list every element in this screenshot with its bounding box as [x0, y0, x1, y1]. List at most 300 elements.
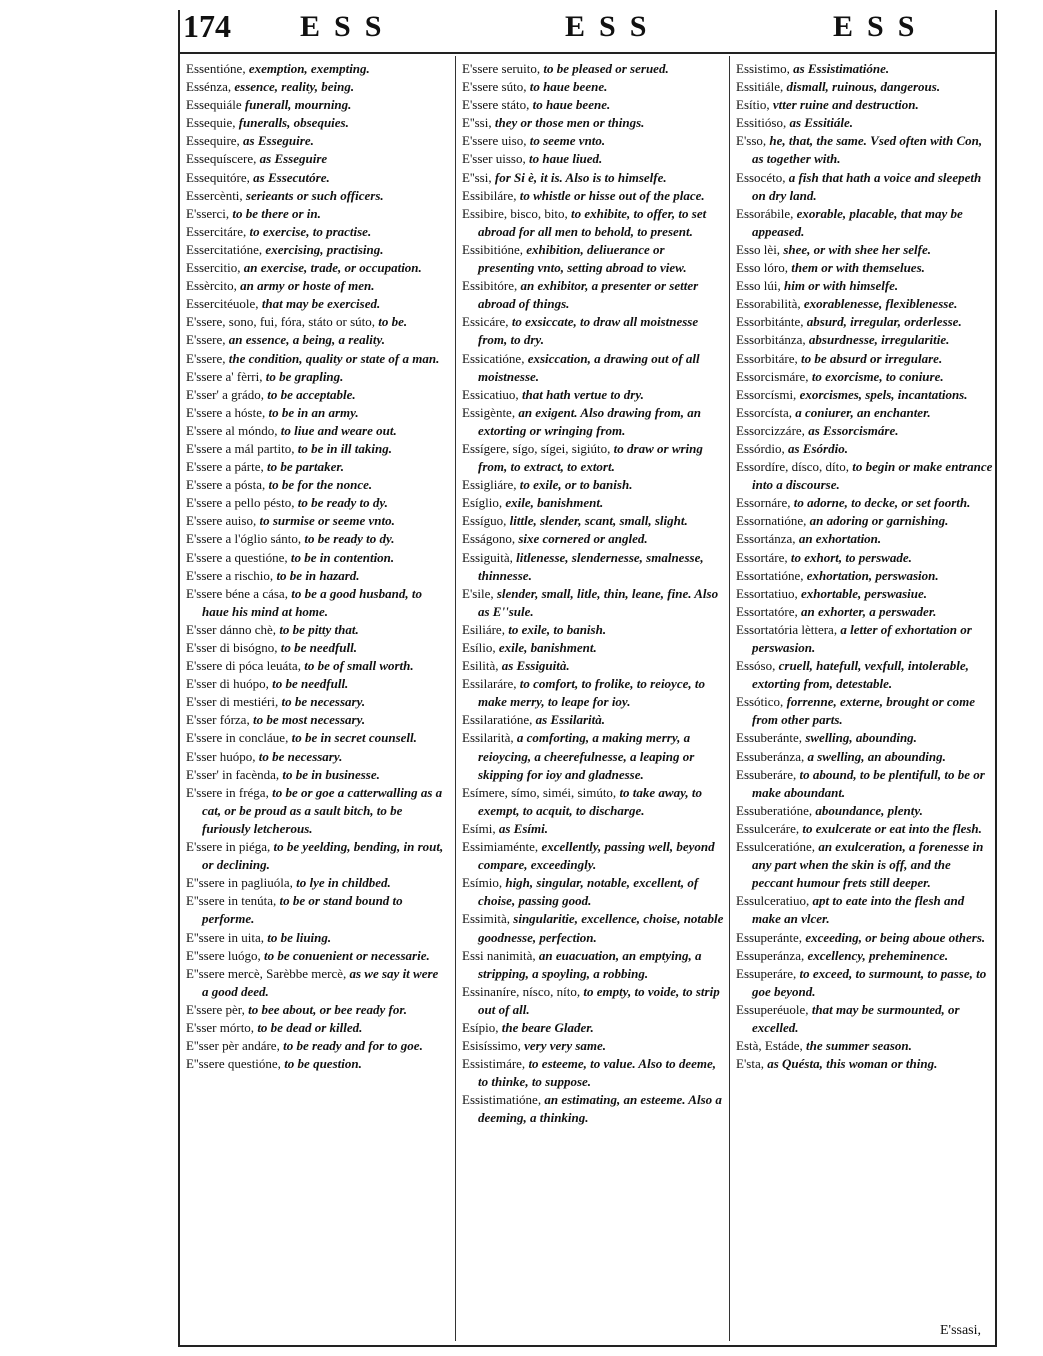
entry-definition: the summer season.	[806, 1038, 912, 1054]
entry-headword: Esímio,	[462, 875, 503, 891]
dictionary-entry	[186, 96, 448, 114]
dictionary-entry	[462, 947, 724, 983]
entry-headword: E''sser pèr andáre,	[186, 1038, 280, 1054]
entry-definition: an army or hoste of men.	[240, 278, 375, 294]
entry-headword: Essulceráre,	[736, 820, 800, 836]
dictionary-entry	[462, 404, 724, 440]
dictionary-entry	[186, 205, 448, 223]
entry-definition: an exercise, trade, or occupation.	[243, 260, 422, 276]
entry-headword: Essortatóre,	[736, 603, 798, 619]
entry-definition: to be a good husband, to haue his mind at home.	[202, 585, 422, 619]
entry-definition: to be in secret counsell.	[291, 730, 417, 746]
entry-definition: the condition, quality or state of a man.	[228, 350, 440, 366]
entry-headword: E'sser dánno chè,	[186, 621, 277, 637]
entry-definition: absurd, irregular, orderlesse.	[806, 314, 962, 330]
entry-definition: to exorcisme, to coniure.	[811, 368, 944, 384]
dictionary-entry	[186, 838, 448, 874]
dictionary-entry	[462, 78, 724, 96]
dictionary-entry	[186, 748, 448, 766]
dictionary-entry	[462, 549, 724, 585]
entry-headword: Essercitáre,	[186, 223, 247, 239]
entry-headword: Esilità,	[462, 658, 499, 674]
entry-headword: Esítio,	[736, 97, 770, 113]
dictionary-entry	[186, 639, 448, 657]
entry-headword: Essuperáre,	[736, 965, 797, 981]
entry-definition: as Essorcismáre.	[808, 422, 899, 438]
dictionary-entry	[186, 711, 448, 729]
entry-headword: Essistimatióne,	[462, 1092, 542, 1108]
column-1	[186, 60, 448, 1073]
entry-definition: singularitie, excellence, choise, notable goodnesse, perfection.	[478, 911, 724, 945]
entry-definition: to bee about, or bee ready for.	[248, 1001, 407, 1017]
dictionary-entry	[186, 693, 448, 711]
entry-headword: E'ssere státo,	[462, 97, 530, 113]
dictionary-entry	[462, 675, 724, 711]
dictionary-entry	[736, 512, 994, 530]
entry-headword: Esílio,	[462, 640, 496, 655]
entry-definition: to be liuing.	[267, 929, 332, 945]
entry-headword: E'ssere béne a cása,	[186, 585, 288, 601]
entry-headword: Essuperánte,	[736, 929, 803, 945]
entry-headword: Està, Estáde,	[736, 1038, 803, 1054]
entry-definition: to be for the nonce.	[268, 477, 373, 493]
entry-headword: Essorabilità,	[736, 296, 801, 312]
dictionary-entry	[736, 657, 994, 693]
entry-definition: little, slender, scant, small, slight.	[509, 513, 688, 529]
entry-headword: E'sser fórza,	[186, 712, 250, 728]
dictionary-entry	[736, 114, 994, 132]
entry-definition: a swelling, an abounding.	[807, 748, 946, 764]
entry-headword: Essequie,	[186, 115, 236, 131]
dictionary-entry	[736, 549, 994, 567]
entry-definition: to be ready to dy.	[304, 531, 395, 547]
entry-headword: E'ssere di póca leuáta,	[186, 658, 301, 674]
entry-definition: to exceed, to surmount, to passe, to goe beyond.	[752, 965, 987, 999]
dictionary-entry	[186, 585, 448, 621]
entry-headword: E'ssere,	[186, 332, 226, 348]
entry-definition: a comforting, a making merry, a reioycing, a cheerefulnesse, a leaping or skipping for ioy and gladnesse.	[478, 730, 695, 782]
entry-definition: them or with themselues.	[791, 260, 925, 276]
entry-definition: exile, banishment.	[498, 640, 597, 655]
entry-headword: Essimità,	[462, 911, 511, 927]
entry-definition: sixe cornered or angled.	[518, 531, 648, 547]
dictionary-entry	[736, 169, 994, 205]
dictionary-entry	[186, 331, 448, 349]
entry-definition: to be in ill taking.	[297, 440, 392, 456]
dictionary-entry	[736, 494, 994, 512]
entry-headword: Essorcizzáre,	[736, 422, 805, 438]
entry-definition: to exhort, to perswade.	[790, 549, 912, 565]
entry-definition: forrenne, externe, brought or come from other parts.	[752, 694, 976, 728]
entry-headword: Essortatióne,	[736, 567, 804, 583]
entry-headword: Essicatióne,	[462, 350, 525, 366]
page-number: 174	[183, 8, 231, 44]
dictionary-entry	[186, 313, 448, 331]
entry-definition: to abound, to be plentifull, to be or make aboundant.	[752, 766, 985, 800]
entry-headword: E'sser uisso,	[462, 151, 526, 167]
dictionary-entry	[736, 567, 994, 585]
entry-headword: Essuberánza,	[736, 748, 805, 764]
entry-definition: excellently, passing well, beyond compare, exceedingly.	[478, 839, 715, 873]
entry-definition: exorcismes, spels, incantations.	[799, 386, 968, 402]
dictionary-entry	[462, 96, 724, 114]
entry-definition: to be question.	[284, 1056, 362, 1072]
entry-headword: Essulceratióne,	[736, 839, 816, 855]
entry-headword: Essortáre,	[736, 549, 788, 565]
dictionary-entry	[736, 621, 994, 657]
entry-definition: to be needfull.	[280, 640, 357, 655]
entry-headword: E'sser di mestiéri,	[186, 694, 279, 710]
entry-headword: Essigliáre,	[462, 477, 517, 493]
entry-headword: E'sser huópo,	[186, 748, 256, 764]
dictionary-entry	[186, 675, 448, 693]
entry-headword: Essocéto,	[736, 169, 786, 185]
dictionary-entry	[186, 422, 448, 440]
dictionary-entry	[462, 639, 724, 657]
entry-definition: to be or goe a catterwalling as a cat, or be proud as a sault bitch, to be furiously letcherous.	[202, 784, 443, 836]
entry-definition: to begin or make entrance into a discourse.	[752, 459, 993, 493]
entry-definition: exhortation, perswasion.	[806, 567, 939, 583]
entry-definition: to be absurd or irregulare.	[800, 350, 943, 366]
dictionary-entry	[462, 1055, 724, 1091]
entry-definition: to liue and weare out.	[280, 422, 397, 438]
dictionary-entry	[186, 892, 448, 928]
dictionary-entry	[462, 277, 724, 313]
entry-definition: to be dead or killed.	[257, 1019, 363, 1035]
entry-headword: Essequitóre,	[186, 169, 250, 185]
dictionary-entry	[462, 585, 724, 621]
dictionary-entry	[462, 1091, 724, 1127]
entry-definition: litlenesse, slendernesse, smalnesse, thinnesse.	[478, 549, 704, 583]
dictionary-entry	[186, 567, 448, 585]
entry-headword: Essentióne,	[186, 61, 246, 76]
entry-headword: E''ssere in uita,	[186, 929, 264, 945]
dictionary-entry	[736, 1001, 994, 1037]
entry-definition: to be or stand bound to performe.	[202, 893, 403, 927]
entry-definition: to empty, to voide, to strip out of all.	[478, 983, 720, 1017]
dictionary-entry	[186, 549, 448, 567]
entry-headword: Essornáre,	[736, 495, 791, 511]
entry-definition: as Essistimatióne.	[793, 61, 890, 76]
column-3	[736, 60, 994, 1073]
entry-headword: Essibiláre,	[462, 187, 517, 203]
entry-headword: E''ssere mercè, Sarèbbe mercè,	[186, 965, 347, 981]
dictionary-entry	[736, 530, 994, 548]
entry-headword: Essóso,	[736, 658, 776, 674]
entry-headword: E'sser di bisógno,	[186, 640, 278, 655]
entry-definition: to exercise, to practise.	[249, 223, 372, 239]
dictionary-entry	[462, 512, 724, 530]
entry-headword: Essilaratióne,	[462, 712, 533, 728]
entry-definition: to be ready and for to goe.	[283, 1038, 423, 1054]
dictionary-entry	[186, 784, 448, 838]
entry-definition: to exile, or to banish.	[519, 477, 633, 493]
entry-headword: E'ssere, sono, fui, fóra, státo or súto,	[186, 314, 376, 330]
entry-headword: Essequiále	[186, 97, 242, 113]
entry-headword: Esímere, símo, siméi, simúto,	[462, 784, 617, 800]
entry-headword: Essiguità,	[462, 549, 513, 565]
dictionary-entry	[736, 60, 994, 78]
dictionary-entry	[462, 711, 724, 729]
entry-definition: to comfort, to frolike, to reioyce, to make merry, to leape for ioy.	[478, 676, 705, 710]
dictionary-entry	[736, 693, 994, 729]
dictionary-entry	[736, 96, 994, 114]
entry-definition: for Si è, it is. Also is to himselfe.	[494, 169, 667, 185]
entry-headword: E'ssere a l'óglio sánto,	[186, 531, 302, 547]
dictionary-entry	[186, 1019, 448, 1037]
entry-headword: Essinaníre, nísco, níto,	[462, 983, 581, 999]
entry-definition: to be in businesse.	[282, 766, 380, 782]
entry-headword: Essercitatióne,	[186, 241, 263, 257]
dictionary-entry	[186, 965, 448, 1001]
entry-headword: E'ssere pèr,	[186, 1001, 245, 1017]
dictionary-entry	[186, 1037, 448, 1055]
entry-definition: to lye in childbed.	[296, 875, 391, 891]
entry-definition: to be there or in.	[232, 205, 321, 221]
entry-definition: he, that, the same. Vsed often with Con, as together with.	[752, 133, 983, 167]
dictionary-entry	[462, 132, 724, 150]
entry-headword: Essercitéuole,	[186, 296, 259, 312]
entry-definition: exceeding, or being aboue others.	[805, 929, 986, 945]
dictionary-entry	[462, 187, 724, 205]
entry-definition: as Esórdio.	[788, 440, 848, 456]
entry-headword: Essorábile,	[736, 205, 794, 221]
dictionary-entry	[736, 802, 994, 820]
entry-definition: that hath vertue to dry.	[521, 386, 644, 402]
dictionary-entry	[186, 150, 448, 168]
entry-headword: E'ssere uiso,	[462, 133, 527, 149]
entry-definition: aboundance, plenty.	[815, 802, 923, 818]
entry-definition: to be ready to dy.	[297, 495, 388, 511]
dictionary-entry	[736, 1037, 994, 1055]
entry-definition: an exulceration, a forenesse in any part when the skin is off, and the peccant humour frets still deeper.	[752, 839, 984, 891]
dictionary-entry	[186, 132, 448, 150]
entry-headword: Esiliáre,	[462, 621, 505, 637]
entry-headword: Essequíscere,	[186, 151, 257, 167]
entry-definition: him or with himselfe.	[784, 278, 899, 294]
entry-definition: to be conuenient or necessarie.	[263, 947, 430, 963]
entry-headword: Essicáre,	[462, 314, 509, 330]
dictionary-entry	[186, 78, 448, 96]
entry-headword: Essilaráre,	[462, 676, 517, 692]
entry-headword: E'ssere in frégа,	[186, 784, 269, 800]
dictionary-entry	[736, 729, 994, 747]
entry-headword: Essíguo,	[462, 513, 507, 529]
entry-headword: E'sser' a grádo,	[186, 386, 264, 402]
dictionary-entry	[186, 621, 448, 639]
dictionary-entry	[736, 78, 994, 96]
entry-definition: to be of small worth.	[304, 658, 414, 674]
entry-definition: exorable, placable, that may be appeased.	[752, 205, 963, 239]
entry-headword: E'ssere,	[186, 350, 226, 366]
dictionary-entry	[736, 295, 994, 313]
entry-headword: Essígere, sígo, sígei, sigiúto,	[462, 440, 611, 456]
entry-definition: high, singular, notable, excellent, of choise, passing good.	[478, 875, 699, 909]
entry-headword: Essèrcito,	[186, 278, 237, 294]
entry-headword: E'sta,	[736, 1056, 764, 1072]
entry-definition: to exile, to banish.	[508, 621, 607, 637]
entry-headword: E'sser di huópo,	[186, 676, 269, 692]
entry-definition: they or those men or things.	[494, 115, 645, 131]
entry-headword: Essulceratiuo,	[736, 893, 810, 909]
dictionary-entry	[462, 350, 724, 386]
entry-headword: Essimiaménte,	[462, 839, 539, 855]
entry-definition: to be in an army.	[268, 404, 359, 420]
entry-definition: to be pitty that.	[279, 621, 359, 637]
entry-headword: E'sso,	[736, 133, 767, 149]
entry-headword: Essorcísta,	[736, 404, 792, 420]
dictionary-entry	[186, 530, 448, 548]
dictionary-entry	[186, 241, 448, 259]
entry-definition: as Essilarità.	[535, 712, 606, 728]
entry-definition: that may be surmounted, or excelled.	[752, 1001, 960, 1035]
entry-headword: Esisíssimo,	[462, 1038, 521, 1054]
entry-definition: vtter ruine and destruction.	[772, 97, 919, 113]
entry-headword: Essuberatióne,	[736, 802, 813, 818]
entry-headword: Essistimáre,	[462, 1056, 526, 1072]
dictionary-entry	[462, 313, 724, 349]
entry-definition: to be pleased or serued.	[543, 61, 669, 76]
entry-definition: to exulcerate or eat into the flesh.	[802, 820, 982, 836]
dictionary-entry	[186, 368, 448, 386]
column-rule	[455, 56, 456, 1341]
dictionary-entry	[186, 458, 448, 476]
dictionary-entry	[462, 114, 724, 132]
entry-definition: to esteeme, to value. Also to deeme, to thinke, to suppose.	[478, 1056, 717, 1090]
entry-definition: an exhortation.	[798, 531, 882, 547]
entry-definition: to haue liued.	[528, 151, 603, 167]
entry-headword: E'ssere a párte,	[186, 459, 264, 475]
dictionary-entry	[462, 386, 724, 404]
entry-definition: exercising, practising.	[265, 241, 384, 257]
dictionary-entry	[186, 386, 448, 404]
entry-definition: to draw or wring from, to extract, to extort.	[478, 440, 703, 475]
entry-headword: Essortánza,	[736, 531, 796, 547]
entry-headword: E'ssere in piéga,	[186, 839, 271, 855]
entry-headword: E'ssere a pello pésto,	[186, 495, 295, 511]
entry-headword: Essótico,	[736, 694, 784, 710]
entry-headword: E'sser' in facènda,	[186, 766, 280, 782]
entry-definition: as Essitiále.	[789, 115, 854, 131]
dictionary-entry	[736, 748, 994, 766]
entry-definition: dismall, ruinous, dangerous.	[786, 79, 941, 95]
dictionary-entry	[462, 440, 724, 476]
entry-definition: apt to eate into the flesh and make an vlcer.	[752, 893, 965, 927]
entry-definition: very very same.	[524, 1038, 607, 1054]
entry-definition: cruell, hatefull, vexfull, intolerable, extorting from, detestable.	[752, 658, 969, 692]
entry-definition: to be most necessary.	[252, 712, 366, 728]
entry-headword: Essórdio,	[736, 440, 785, 456]
entry-definition: to exhibite, to offer, to set abroad for all men to behold, to present.	[478, 205, 707, 239]
dictionary-entry	[462, 169, 724, 187]
entry-headword: E'ssere a hóste,	[186, 404, 266, 420]
dictionary-entry	[736, 386, 994, 404]
entry-headword: Essistimo,	[736, 61, 790, 76]
entry-definition: to be in contention.	[290, 549, 395, 565]
dictionary-entry	[462, 494, 724, 512]
dictionary-entry	[736, 892, 994, 928]
entry-definition: exsiccation, a drawing out of all moistnesse.	[478, 350, 700, 384]
dictionary-entry	[186, 1001, 448, 1019]
entry-definition: to exsiccate, to draw all moistnesse from, to dry.	[478, 314, 699, 348]
dictionary-entry	[736, 1055, 994, 1073]
entry-definition: to be necessary.	[258, 748, 343, 764]
entry-headword: Essilarità,	[462, 730, 514, 746]
entry-headword: E'sile,	[462, 585, 494, 601]
entry-headword: E'ssere seruito,	[462, 61, 541, 76]
dictionary-entry	[736, 277, 994, 295]
dictionary-entry	[736, 132, 994, 168]
dictionary-entry	[736, 585, 994, 603]
entry-headword: Essortatória lèttera,	[736, 621, 838, 637]
entry-headword: Essigènte,	[462, 404, 516, 420]
entry-definition: to be acceptable.	[267, 386, 356, 402]
dictionary-entry	[462, 1037, 724, 1055]
entry-definition: as Quésta, this woman or thing.	[767, 1056, 938, 1072]
dictionary-entry	[186, 657, 448, 675]
dictionary-entry	[186, 404, 448, 422]
entry-headword: Essequire,	[186, 133, 240, 149]
entry-definition: exemption, exempting.	[248, 61, 370, 76]
entry-headword: Essorbitánza,	[736, 332, 806, 348]
catchword: E'ssasi,	[940, 1323, 982, 1338]
dictionary-entry	[186, 277, 448, 295]
entry-headword: E''ssere in tenúta,	[186, 893, 277, 909]
entry-definition: to be grapling.	[265, 368, 344, 384]
dictionary-entry	[462, 983, 724, 1019]
dictionary-entry	[736, 422, 994, 440]
entry-headword: Essicatiuo,	[462, 386, 519, 402]
dictionary-entry	[736, 965, 994, 1001]
dictionary-entry	[462, 874, 724, 910]
dictionary-entry	[462, 820, 724, 838]
entry-definition: funeralls, obsequies.	[238, 115, 349, 131]
entry-definition: to be in hazard.	[276, 567, 360, 583]
entry-definition: exhortable, perswasiue.	[801, 585, 928, 601]
entry-definition: as Esseguire	[259, 151, 328, 167]
dictionary-entry	[462, 205, 724, 241]
entry-definition: an euacuation, an emptying, a stripping, a spoyling, a robbing.	[478, 947, 702, 981]
dictionary-entry	[736, 820, 994, 838]
entry-headword: E'sserci,	[186, 205, 230, 221]
entry-headword: Essorcismáre,	[736, 368, 809, 384]
entry-headword: Essénza,	[186, 79, 232, 95]
entry-definition: exorablenesse, flexiblenesse.	[803, 296, 958, 312]
entry-definition: slender, small, litle, thin, leane, fine. Also as E''sule.	[478, 585, 719, 619]
entry-headword: Essuperánza,	[736, 947, 805, 963]
dictionary-entry	[186, 874, 448, 892]
entry-definition: as Essiguità.	[501, 658, 570, 674]
dictionary-entry	[462, 60, 724, 78]
entry-definition: an estimating, an esteeme. Also a deeming, a thinking.	[478, 1092, 722, 1126]
entry-headword: E''ssere questióne,	[186, 1056, 281, 1072]
dictionary-entry	[462, 910, 724, 946]
dictionary-entry	[462, 530, 724, 548]
dictionary-entry	[736, 259, 994, 277]
entry-definition: an exhibitor, a presenter or setter abroad of things.	[478, 278, 699, 312]
dictionary-entry	[186, 947, 448, 965]
dictionary-entry	[186, 494, 448, 512]
dictionary-entry	[736, 603, 994, 621]
entry-definition: to take away, to exempt, to acquit, to discharge.	[478, 784, 703, 818]
entry-headword: Essitióso,	[736, 115, 787, 131]
dictionary-entry	[736, 205, 994, 241]
entry-headword: E'ssere a questióne,	[186, 549, 288, 565]
entry-definition: an exhorter, a perswader.	[800, 603, 937, 619]
entry-headword: Essi nanimità,	[462, 947, 536, 963]
entry-definition: an exigent. Also drawing from, an extorting or wringing from.	[478, 404, 701, 438]
dictionary-entry	[186, 187, 448, 205]
